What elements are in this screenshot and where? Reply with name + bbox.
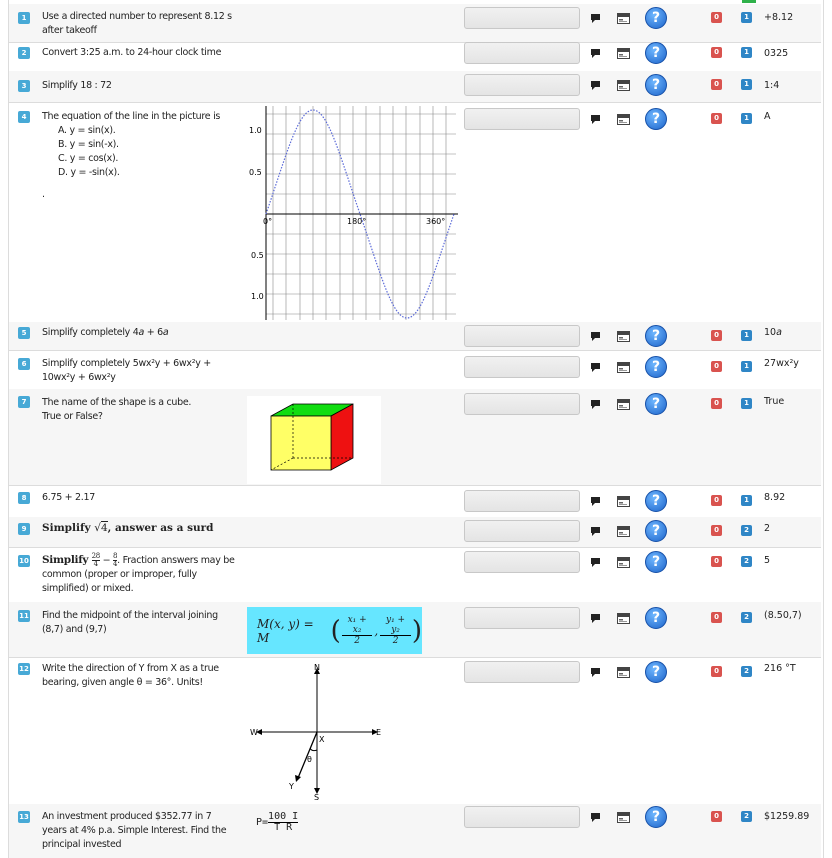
denominator: 2 bbox=[354, 636, 360, 646]
score-badge: 0 bbox=[711, 79, 722, 90]
attempts-badge: 2 bbox=[741, 612, 752, 623]
question-text: 6.75 + 2.17 bbox=[42, 492, 96, 503]
question-line: True or False? bbox=[42, 411, 103, 422]
score-badge: 0 bbox=[711, 398, 722, 409]
compass-diagram bbox=[246, 660, 386, 802]
x-tick-label: 360° bbox=[426, 217, 446, 226]
question-text bbox=[42, 110, 232, 202]
attempts-badge: 1 bbox=[741, 495, 752, 506]
score-badge: 0 bbox=[711, 525, 722, 536]
question-text: Simplify 18 : 72 bbox=[42, 80, 112, 91]
attempts-badge: 1 bbox=[741, 361, 752, 372]
score-badge: 0 bbox=[711, 12, 722, 23]
question-text: Write the direction of Y from X as a true bearing, given angle θ = 36°. Units! bbox=[42, 663, 219, 688]
answer-text: (8.50,7) bbox=[764, 610, 802, 621]
answer-text: True bbox=[764, 396, 785, 407]
score-badge: 0 bbox=[711, 361, 722, 372]
comment-icon[interactable] bbox=[590, 557, 601, 568]
theta-label: θ bbox=[307, 755, 312, 764]
answer-input[interactable] bbox=[464, 356, 580, 378]
question-number: 11 bbox=[19, 612, 29, 620]
point-x: X bbox=[319, 735, 325, 744]
help-icon[interactable]: ? bbox=[645, 490, 667, 512]
card-icon[interactable] bbox=[617, 13, 630, 24]
sine-graph bbox=[246, 106, 458, 320]
attempts-badge: 2 bbox=[741, 556, 752, 567]
comment-icon[interactable] bbox=[590, 812, 601, 823]
question-number: 8 bbox=[18, 492, 30, 504]
question-number: 13 bbox=[19, 813, 29, 821]
comment-icon[interactable] bbox=[590, 48, 601, 59]
denominator: 4 bbox=[93, 560, 98, 568]
answer-text bbox=[764, 327, 782, 338]
cube-front-face bbox=[271, 416, 331, 470]
fraction-1 bbox=[92, 553, 100, 568]
help-icon[interactable]: ? bbox=[645, 42, 667, 64]
question-line: The name of the shape is a cube. bbox=[42, 397, 192, 408]
midpoint-formula: M(x, y) = M ( $\frac{\text{x₁ + x₂}}{2}$ , $\frac{\text{y₁ + y₂}}{2}$ ) bbox=[247, 607, 422, 654]
text-part: a bbox=[138, 327, 144, 338]
answer-text: $1259.89 bbox=[764, 811, 810, 822]
question-number: 2 bbox=[18, 47, 30, 59]
card-icon[interactable] bbox=[617, 526, 630, 537]
help-icon[interactable]: ? bbox=[645, 7, 667, 29]
help-icon[interactable]: ? bbox=[645, 661, 667, 683]
compass-w: W bbox=[250, 728, 258, 737]
numerator: x₁ + x₂ bbox=[342, 615, 373, 636]
help-icon[interactable]: ? bbox=[645, 551, 667, 573]
option-dot: . bbox=[42, 189, 45, 200]
attempts-badge: 1 bbox=[741, 79, 752, 90]
help-icon[interactable]: ? bbox=[645, 356, 667, 378]
surd-radicand: 4 bbox=[100, 522, 108, 534]
comment-icon[interactable] bbox=[590, 526, 601, 537]
option-c: C. y = cos(x). bbox=[58, 153, 119, 164]
option-list bbox=[42, 124, 232, 180]
numerator: 100 I bbox=[268, 811, 299, 822]
comment-icon[interactable] bbox=[590, 80, 601, 91]
help-icon[interactable]: ? bbox=[645, 520, 667, 542]
question-text: Convert 3:25 a.m. to 24-hour clock time bbox=[42, 47, 222, 58]
card-icon[interactable] bbox=[617, 496, 630, 507]
interest-formula bbox=[256, 812, 298, 833]
formula-frac-y bbox=[380, 615, 411, 646]
status-indicator bbox=[742, 0, 756, 3]
option-d: D. y = -sin(x). bbox=[58, 167, 120, 178]
comment-icon[interactable] bbox=[590, 114, 601, 125]
question-number: 10 bbox=[19, 557, 29, 565]
question-number: 9 bbox=[18, 523, 30, 535]
cube-right-face bbox=[331, 404, 353, 470]
text-part: a bbox=[162, 327, 169, 338]
question-text: Find the midpoint of the interval joining (8,7) and (9,7) bbox=[42, 610, 218, 635]
question-number: 1 bbox=[18, 12, 30, 24]
question-text bbox=[42, 553, 237, 596]
formula-fraction bbox=[268, 812, 298, 833]
help-icon[interactable]: ? bbox=[645, 393, 667, 415]
numerator: y₁ + y₂ bbox=[380, 615, 411, 636]
question-stem: The equation of the line in the picture is bbox=[42, 111, 221, 122]
text-part: , answer as a surd bbox=[107, 522, 214, 534]
answer-text: 1:4 bbox=[764, 80, 780, 91]
formula-lhs: M(x, y) = M bbox=[257, 616, 314, 645]
answer-input[interactable] bbox=[464, 42, 580, 64]
score-badge: 0 bbox=[711, 612, 722, 623]
answer-input[interactable] bbox=[464, 7, 580, 29]
answer-input[interactable] bbox=[464, 520, 580, 542]
comment-icon[interactable] bbox=[590, 667, 601, 678]
comment-icon[interactable] bbox=[590, 13, 601, 24]
denominator: 4 bbox=[113, 560, 118, 568]
question-text: An investment produced $352.77 in 7 years at 4% p.a. Simple Interest. Find the principal invested bbox=[42, 811, 227, 850]
x-tick-label: 180° bbox=[347, 217, 367, 226]
help-icon[interactable]: ? bbox=[645, 108, 667, 130]
score-badge: 0 bbox=[711, 666, 722, 677]
cube-image bbox=[247, 396, 381, 484]
question-number: 6 bbox=[18, 358, 30, 370]
compass-e: E bbox=[376, 728, 382, 737]
attempts-badge: 1 bbox=[741, 330, 752, 341]
answer-text: 216 °T bbox=[764, 663, 796, 674]
answer-text: 8.92 bbox=[764, 492, 786, 503]
answer-input[interactable] bbox=[464, 607, 580, 629]
score-badge: 0 bbox=[711, 556, 722, 567]
help-icon[interactable]: ? bbox=[645, 74, 667, 96]
text-part: + 6 bbox=[143, 327, 163, 338]
formula-frac-x bbox=[342, 615, 373, 646]
score-badge: 0 bbox=[711, 495, 722, 506]
answer-text: 0325 bbox=[764, 48, 789, 59]
point-y: Y bbox=[289, 782, 294, 791]
option-a: A. y = sin(x). bbox=[58, 125, 116, 136]
attempts-badge: 1 bbox=[741, 47, 752, 58]
denominator: T R bbox=[274, 822, 293, 833]
comment-icon[interactable] bbox=[590, 496, 601, 507]
attempts-badge: 1 bbox=[741, 12, 752, 23]
comment-icon[interactable] bbox=[590, 362, 601, 373]
denominator: 2 bbox=[392, 636, 399, 646]
score-badge: 0 bbox=[711, 811, 722, 822]
answer-input[interactable] bbox=[464, 490, 580, 512]
question-number: 5 bbox=[18, 327, 30, 339]
score-badge: 0 bbox=[711, 113, 722, 124]
answer-text: A bbox=[764, 111, 771, 122]
card-icon[interactable] bbox=[617, 80, 630, 91]
answer-text: 27wx²y bbox=[764, 358, 799, 369]
card-icon[interactable] bbox=[617, 667, 630, 678]
card-icon[interactable] bbox=[617, 399, 630, 410]
x-tick-label: 0° bbox=[263, 217, 273, 226]
numerator: 8 bbox=[113, 552, 118, 560]
attempts-badge: 1 bbox=[741, 398, 752, 409]
help-icon[interactable]: ? bbox=[645, 806, 667, 828]
score-badge: 0 bbox=[711, 47, 722, 58]
formula-lhs: P= bbox=[256, 817, 269, 828]
text-part: Simplify bbox=[42, 554, 92, 566]
answer-input[interactable] bbox=[464, 551, 580, 573]
comment-icon[interactable] bbox=[590, 613, 601, 624]
text-part: Simplify completely 4 bbox=[42, 327, 139, 338]
question-number: 4 bbox=[18, 111, 30, 123]
answer-input[interactable] bbox=[464, 325, 580, 347]
y-tick-label: 1.0 bbox=[249, 126, 262, 135]
card-icon[interactable] bbox=[617, 812, 630, 823]
card-icon[interactable] bbox=[617, 362, 630, 373]
question-text bbox=[42, 326, 232, 340]
question-text: Use a directed number to represent 8.12 s after takeoff bbox=[42, 11, 232, 36]
question-text: Simplify completely 5wx²y + 6wx²y + 10wx²y + 6wx²y bbox=[42, 358, 211, 383]
answer-input[interactable] bbox=[464, 393, 580, 415]
card-icon[interactable] bbox=[617, 114, 630, 125]
text-part: a bbox=[776, 327, 782, 338]
answer-input[interactable] bbox=[464, 74, 580, 96]
answer-text: +8.12 bbox=[764, 12, 794, 23]
option-b: B. y = sin(-x). bbox=[58, 139, 119, 150]
card-icon[interactable] bbox=[617, 613, 630, 624]
text-part: − bbox=[99, 555, 113, 566]
card-icon[interactable] bbox=[617, 557, 630, 568]
answer-input[interactable] bbox=[464, 108, 580, 130]
card-icon[interactable] bbox=[617, 48, 630, 59]
card-icon[interactable] bbox=[617, 331, 630, 342]
help-icon[interactable]: ? bbox=[645, 607, 667, 629]
question-number: 7 bbox=[18, 396, 30, 408]
text-part: . Fraction answers may be common (proper or improper, fully simplified) or mixed. bbox=[42, 555, 235, 594]
attempts-badge: 2 bbox=[741, 811, 752, 822]
answer-input[interactable] bbox=[464, 806, 580, 828]
y-tick-label: 0.5 bbox=[249, 168, 262, 177]
comment-icon[interactable] bbox=[590, 399, 601, 410]
help-icon[interactable]: ? bbox=[645, 325, 667, 347]
answer-text: 2 bbox=[764, 523, 771, 534]
question-number: 12 bbox=[19, 665, 29, 673]
attempts-badge: 1 bbox=[741, 113, 752, 124]
answer-text: 5 bbox=[764, 555, 771, 566]
answer-input[interactable] bbox=[464, 661, 580, 683]
text-part: Simplify bbox=[42, 522, 95, 534]
question-text bbox=[42, 396, 232, 424]
y-tick-label: 1.0 bbox=[251, 292, 264, 301]
compass-n: N bbox=[314, 663, 320, 672]
text-part: 10 bbox=[764, 327, 777, 338]
question-text: Simplify √4, answer as a surd bbox=[42, 522, 214, 534]
comment-icon[interactable] bbox=[590, 331, 601, 342]
compass-s: S bbox=[314, 793, 320, 802]
attempts-badge: 2 bbox=[741, 666, 752, 677]
numerator: 28 bbox=[91, 552, 100, 560]
attempts-badge: 2 bbox=[741, 525, 752, 536]
y-tick-label: 0.5 bbox=[251, 251, 264, 260]
score-badge: 0 bbox=[711, 330, 722, 341]
question-number: 3 bbox=[18, 80, 30, 92]
